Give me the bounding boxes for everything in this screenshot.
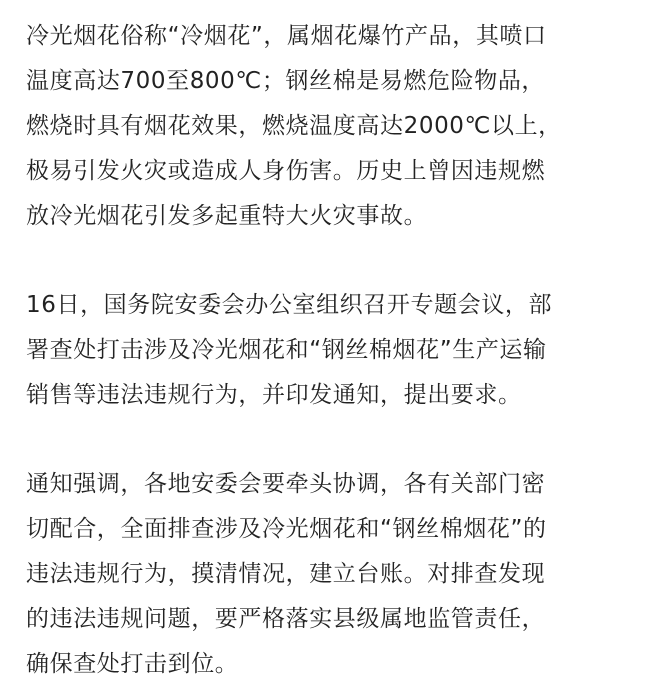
paragraph-line: 通知强调，各地安委会要牵头协调，各有关部门密 — [26, 471, 546, 497]
paragraph-line: 切配合，全面排查涉及冷光烟花和“钢丝棉烟花”的 — [26, 516, 547, 542]
paragraph-meeting — [26, 283, 552, 418]
paragraph-notice — [26, 462, 547, 687]
paragraph-line: 冷光烟花俗称“冷烟花”，属烟花爆竹产品，其喷口 — [26, 23, 547, 49]
paragraph-cold-fireworks-intro — [26, 14, 562, 239]
paragraph-line: 的违法违规问题，要严格落实县级属地监管责任， — [26, 606, 546, 632]
paragraph-line: 违法违规行为，摸清情况，建立台账。对排查发现 — [26, 561, 546, 587]
paragraph-line: 温度高达700至800℃；钢丝棉是易燃危险物品， — [26, 68, 546, 94]
paragraph-line: 确保查处打击到位。 — [26, 651, 239, 677]
paragraph-line: 16日，国务院安委会办公室组织召开专题会议，部 — [26, 292, 553, 318]
paragraph-line: 放冷光烟花引发多起重特大火灾事故。 — [26, 203, 428, 229]
paragraph-line: 署查处打击涉及冷光烟花和“钢丝棉烟花”生产运输 — [26, 337, 547, 363]
paragraph-line: 销售等违法违规行为，并印发通知，提出要求。 — [26, 382, 522, 408]
paragraph-line: 极易引发火灾或造成人身伤害。历史上曾因违规燃 — [26, 158, 546, 184]
paragraph-line: 燃烧时具有烟花效果，燃烧温度高达2000℃以上， — [26, 113, 562, 139]
